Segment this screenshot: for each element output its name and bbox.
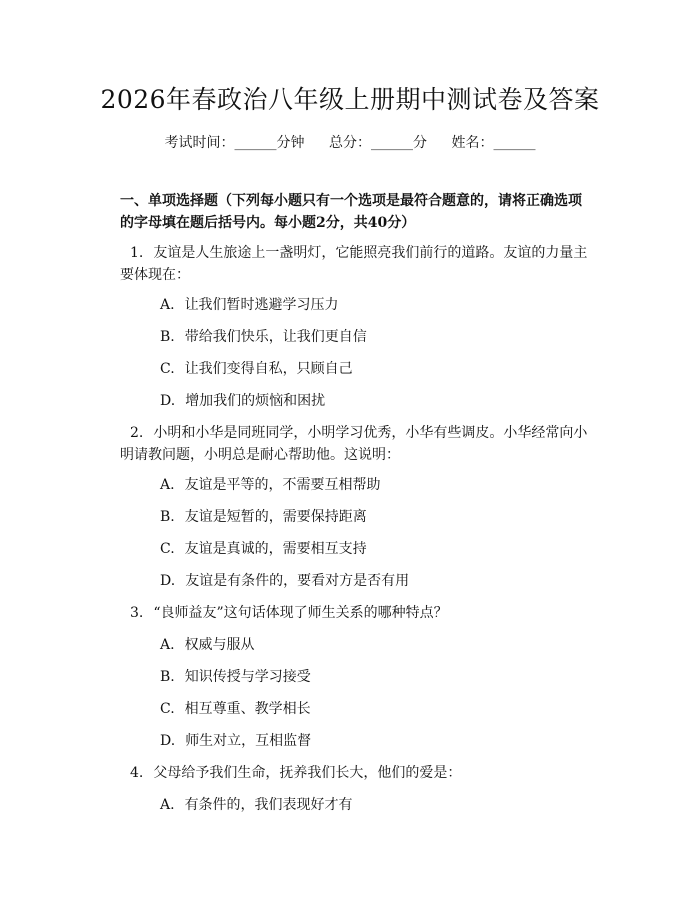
option-label: A. (160, 477, 175, 493)
option-text: 权威与服从 (184, 637, 255, 653)
exam-info-line (0, 132, 700, 152)
question-3 (120, 602, 590, 624)
option-label: B. (160, 329, 175, 345)
question-1-option-b (160, 326, 367, 348)
question-text: 友谊是人生旅途上一盏明灯，它能照亮我们前行的道路。友谊的力量主要体现在： (120, 245, 588, 283)
question-1-option-c (160, 358, 353, 380)
option-text: 增加我们的烦恼和困扰 (185, 393, 326, 409)
option-label: C. (160, 701, 175, 717)
option-text: 友谊是有条件的，要看对方是否有用 (185, 573, 410, 589)
exam-title: 2026年春政治八年级上册期中测试卷及答案 (100, 85, 600, 114)
option-label: A. (160, 297, 175, 313)
option-text: 友谊是短暂的，需要保持距离 (184, 509, 367, 525)
option-label: D. (160, 393, 176, 409)
question-number: 1. (130, 245, 144, 261)
question-4-option-a (160, 794, 353, 816)
question-4 (120, 762, 590, 784)
question-2-option-a (160, 474, 381, 496)
question-1 (120, 242, 590, 286)
question-number: 4. (130, 765, 144, 781)
option-label: D. (160, 573, 176, 589)
question-1-option-a (160, 294, 339, 316)
option-label: B. (160, 669, 175, 685)
question-2 (120, 422, 590, 466)
option-label: A. (160, 797, 175, 813)
question-3-option-b (160, 666, 311, 688)
option-label: A. (160, 637, 175, 653)
question-3-option-c (160, 698, 311, 720)
option-label: D. (160, 733, 176, 749)
question-number: 3. (130, 605, 144, 621)
question-1-option-d (160, 390, 325, 412)
option-text: 师生对立，互相监督 (185, 733, 312, 749)
option-text: 让我们变得自私，只顾自己 (184, 361, 353, 377)
question-3-option-a (160, 634, 255, 656)
question-text: 小明和小华是同班同学，小明学习优秀，小华有些调皮。小华经常向小明请教问题，小明总是耐心帮助他。这说明： (120, 425, 588, 463)
option-text: 友谊是平等的，不需要互相帮助 (184, 477, 381, 493)
option-text: 带给我们快乐，让我们更自信 (184, 329, 367, 345)
option-text: 友谊是真诚的，需要相互支持 (184, 541, 367, 557)
option-label: B. (160, 509, 175, 525)
question-text: 父母给予我们生命，抚养我们长大，他们的爱是： (153, 765, 462, 781)
question-text: “良师益友”这句话体现了师生关系的哪种特点？ (153, 605, 448, 621)
option-text: 相互尊重、教学相长 (184, 701, 311, 717)
total-score-field: 总分：______分 (329, 135, 427, 151)
question-number: 2. (130, 425, 144, 441)
question-2-option-b (160, 506, 367, 528)
option-text: 有条件的，我们表现好才有 (184, 797, 353, 813)
option-text: 知识传授与学习接受 (184, 669, 311, 685)
student-name-field: 姓名：______ (451, 135, 536, 151)
question-3-option-d (160, 730, 311, 752)
option-label: C. (160, 361, 175, 377)
section-heading: 一、单项选择题（下列每小题只有一个选项是最符合题意的，请将正确选项的字母填在题后括号内。每小题2分，共40分） (120, 193, 582, 231)
option-text: 让我们暂时逃避学习压力 (184, 297, 339, 313)
exam-time-field: 考试时间：______分钟 (164, 135, 305, 151)
question-2-option-d (160, 570, 409, 592)
option-label: C. (160, 541, 175, 557)
question-2-option-c (160, 538, 367, 560)
